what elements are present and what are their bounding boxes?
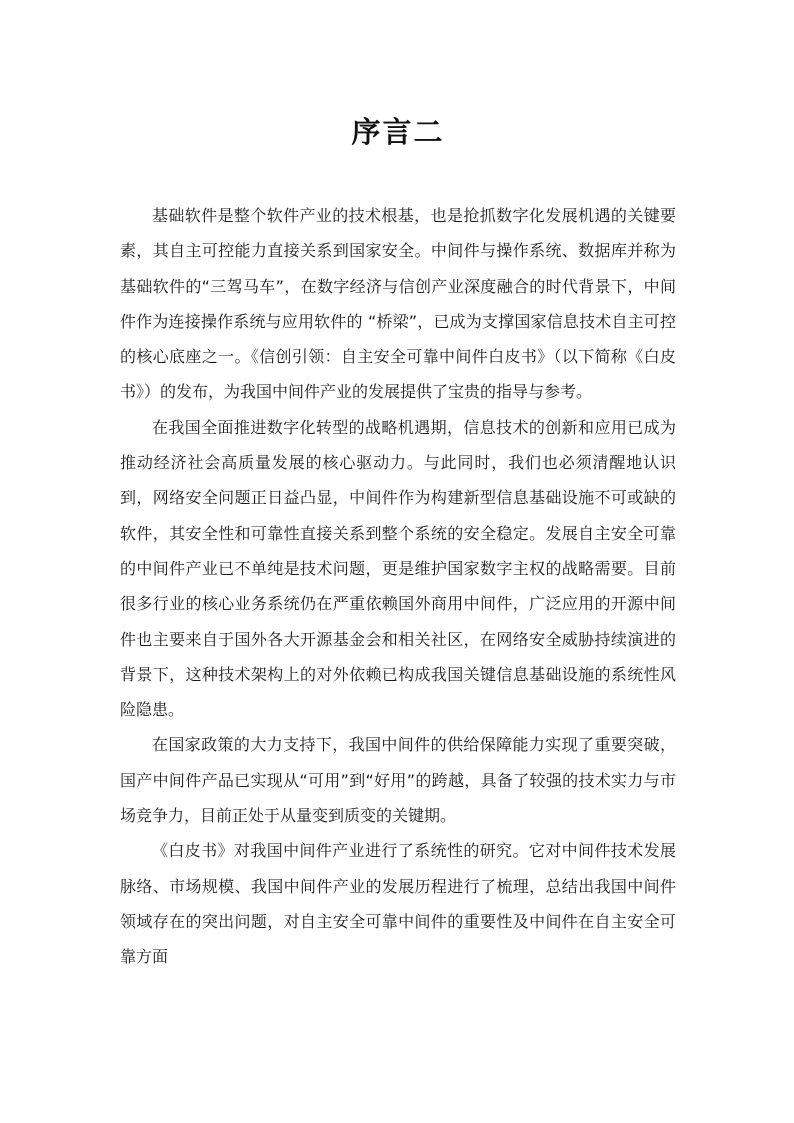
paragraph-4: 《白皮书》对我国中间件产业进行了系统性的研究。它对中间件技术发展脉络、市场规模、我国中间件产业的发展历程进行了梳理，总结出我国中间件领域存在的突出问题，对自主安全可靠中间件的重要性及中间件在自主安全可靠方面: [120, 841, 676, 967]
paragraph-1: 基础软件是整个软件产业的技术根基，也是抢抓数字化发展机遇的关键要素，其自主可控能力直接关系到国家安全。中间件与操作系统、数据库并称为基础软件的“三驾马车”，在数字经济与信创产业深度融合的时代背景下，中间件作为连接操作系统与应用软件的 “桥梁”，已成为支撑国家信息技术自主可控的核心底座之一。《信创引领：自主安全可靠中间件白皮书》（以下简称《白皮书》）的发布，为我国中间件产业的发展提供了宝贵的指导与参考。: [120, 206, 676, 402]
page-title: 序言二: [351, 115, 445, 149]
body-text: [120, 198, 676, 975]
paragraph-3: 在国家政策的大力支持下，我国中间件的供给保障能力实现了重要突破，国产中间件产品已实现从“可用”到“好用”的跨越，具备了较强的技术实力与市场竞争力，目前正处于从量变到质变的关键期。: [120, 735, 676, 826]
paragraph-2: 在我国全面推进数字化转型的战略机遇期，信息技术的创新和应用已成为推动经济社会高质量发展的核心驱动力。与此同时，我们也必须清醒地认识到，网络安全问题正日益凸显，中间件作为构建新型信息基础设施不可或缺的软件，其安全性和可靠性直接关系到整个系统的安全稳定。发展自主安全可靠的中间件产业已不单纯是技术问题，更是维护国家数字主权的战略需要。目前很多行业的核心业务系统仍在严重依赖国外商用中间件，广泛应用的开源中间件也主要来自于国外各大开源基金会和相关社区，在网络安全威胁持续演进的背景下，这种技术架构上的对外依赖已构成我国关键信息基础设施的系统性风险隐患。: [120, 417, 676, 720]
